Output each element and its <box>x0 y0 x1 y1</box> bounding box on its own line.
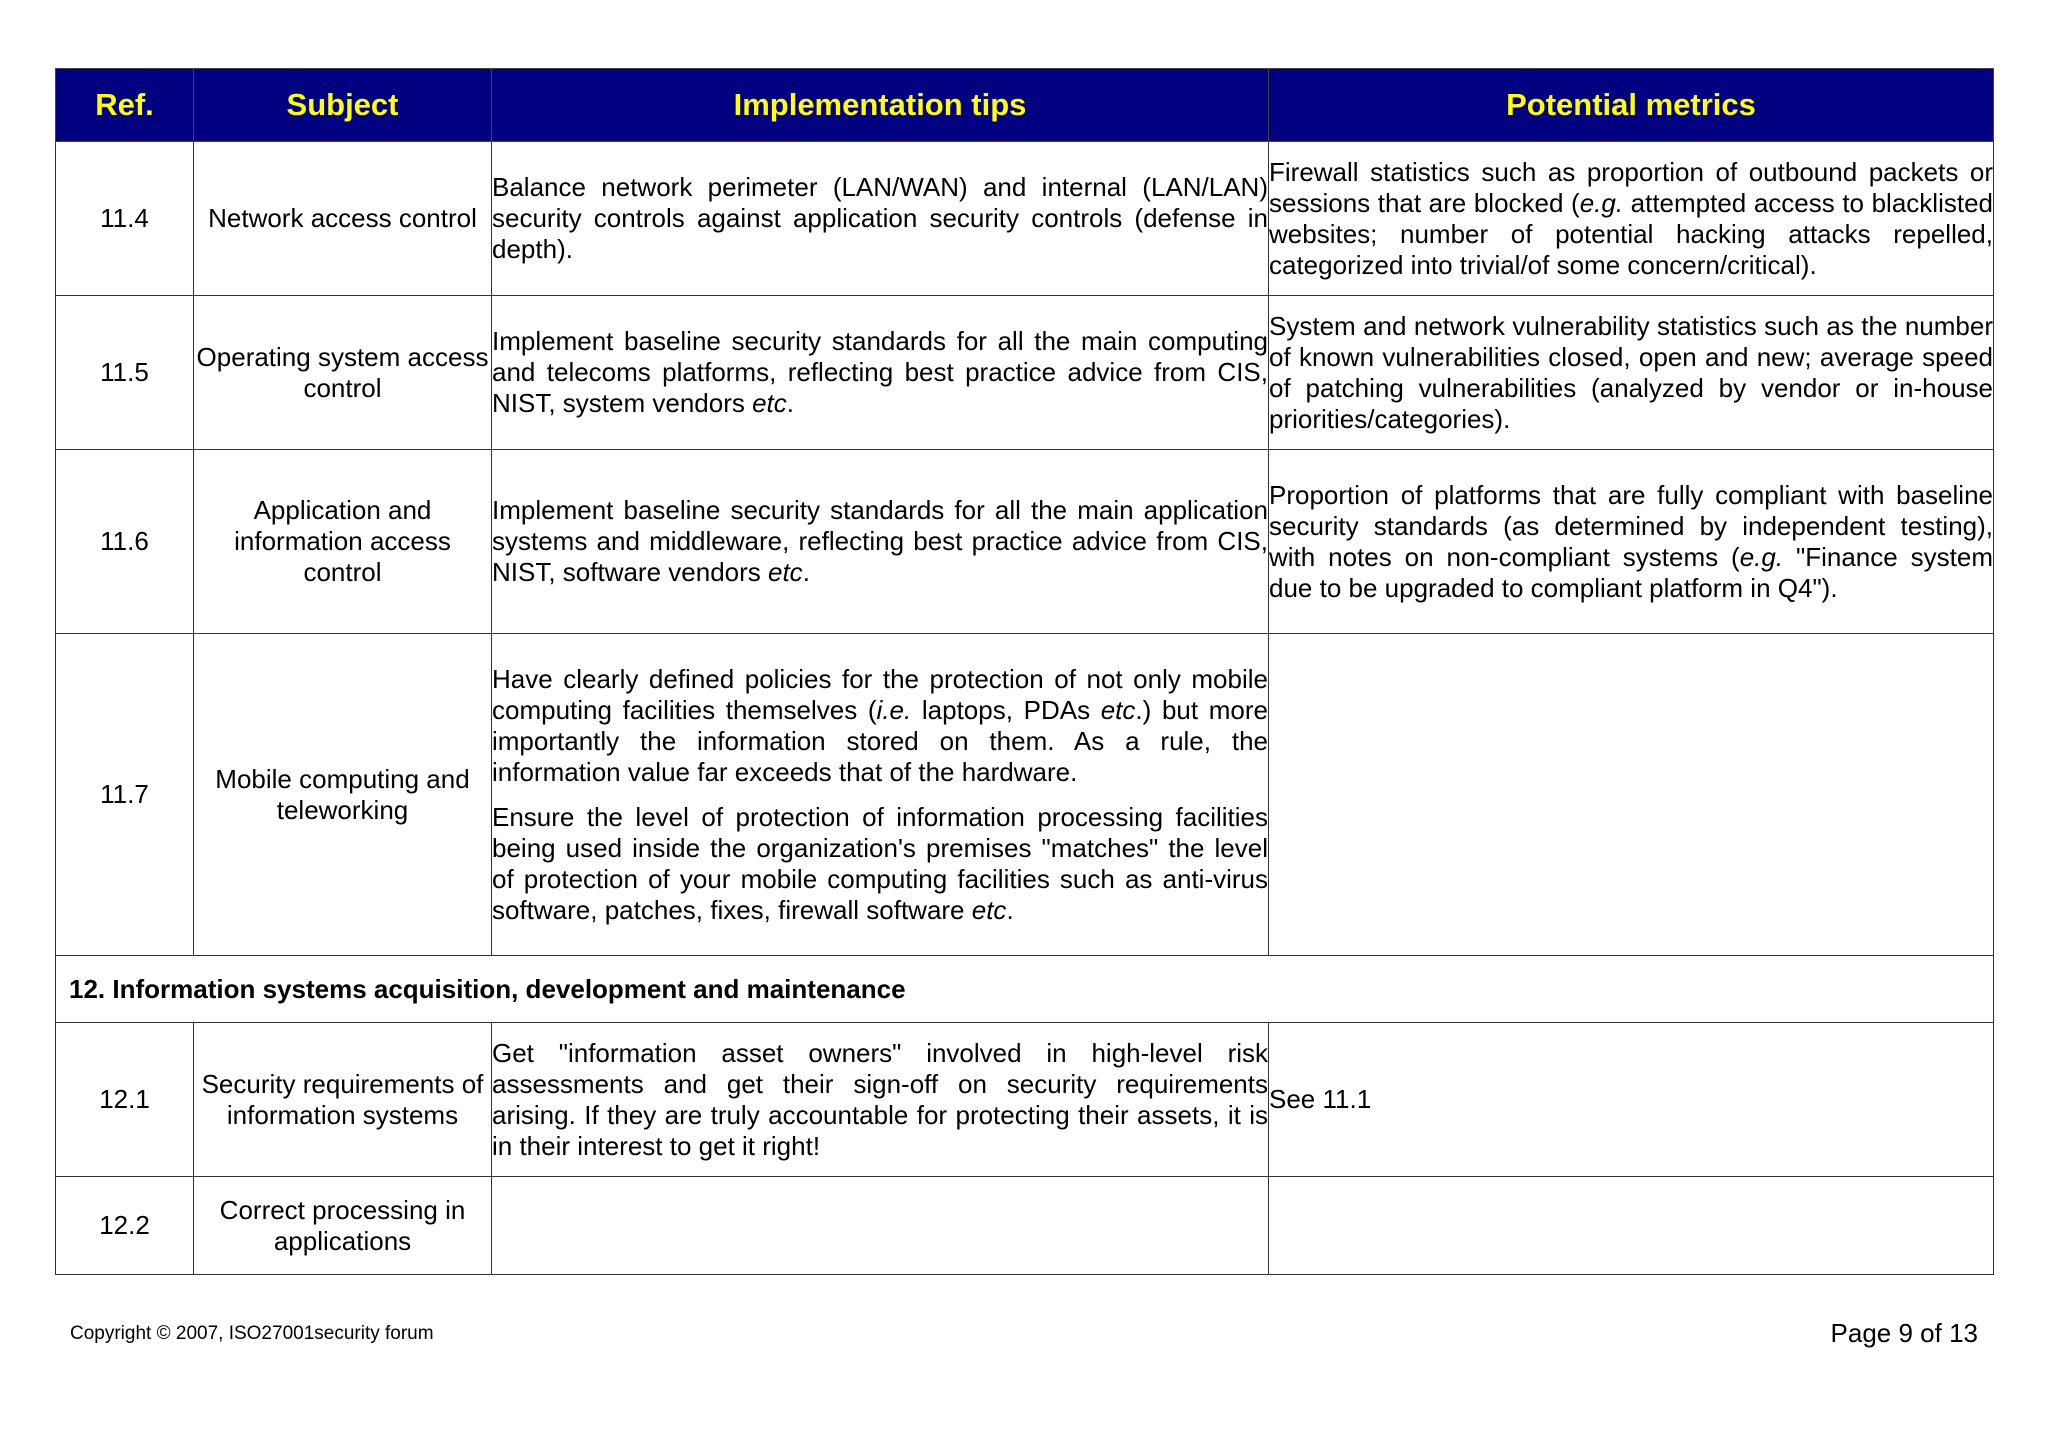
row-ref: 11.5 <box>56 296 194 450</box>
row-ref: 12.1 <box>56 1023 194 1177</box>
row-subject: Application and information access control <box>194 450 492 634</box>
row-subject: Operating system access control <box>194 296 492 450</box>
row-metrics <box>1269 450 1994 634</box>
row-tips <box>492 634 1269 956</box>
footer-page-number: Page 9 of 13 <box>1830 1318 1978 1348</box>
metrics-paragraph: See 11.1 <box>1269 1084 1372 1114</box>
row-subject: Correct processing in applications <box>194 1177 492 1275</box>
tips-paragraph: Implement baseline security standards for all the main application systems and middleware, reflecting best practice advice from CIS, NIST, software vendors etc. <box>492 495 1268 587</box>
header-subject: Subject <box>194 69 492 142</box>
row-ref: 11.4 <box>56 142 194 296</box>
row-ref: 12.2 <box>56 1177 194 1275</box>
tips-paragraph: Balance network perimeter (LAN/WAN) and internal (LAN/LAN) security controls against application security controls (defense in depth). <box>492 172 1268 264</box>
row-tips <box>492 450 1269 634</box>
row-subject: Security requirements of information systems <box>194 1023 492 1177</box>
header-metrics: Potential metrics <box>1269 69 1994 142</box>
metrics-table <box>55 68 1994 1275</box>
row-tips <box>492 142 1269 296</box>
row-subject: Mobile computing and teleworking <box>194 634 492 956</box>
row-metrics <box>1269 142 1994 296</box>
tips-paragraph: Implement baseline security standards for all the main computing and telecoms platforms, reflecting best practice advice from CIS, NIST, system vendors etc. <box>492 326 1268 418</box>
row-metrics <box>1269 296 1994 450</box>
table-header-row <box>56 69 1994 142</box>
tips-paragraph: Get "information asset owners" involved in high-level risk assessments and get their sign-off on security requirements arising. If they are truly accountable for protecting their assets, it is in their interest to get it right! <box>492 1037 1268 1161</box>
row-metrics <box>1269 1177 1994 1275</box>
row-ref: 11.6 <box>56 450 194 634</box>
metrics-paragraph: Proportion of platforms that are fully compliant with baseline security standards (as determined by independent testing), with notes on non-compliant systems (e.g. "Finance system due to be upgraded to compliant platform in Q4"). <box>1269 479 1993 603</box>
row-tips <box>492 296 1269 450</box>
metrics-paragraph: System and network vulnerability statistics such as the number of known vulnerabilities closed, open and new; average speed of patching vulnerabilities (analyzed by vendor or in-house priorities/categories). <box>1269 310 1993 434</box>
footer-copyright: Copyright © 2007, ISO27001security forum <box>70 1323 434 1344</box>
table-row <box>56 1023 1994 1177</box>
header-tips: Implementation tips <box>492 69 1269 142</box>
section-heading: 12. Information systems acquisition, development and maintenance <box>56 956 1994 1023</box>
tips-paragraph: Have clearly defined policies for the protection of not only mobile computing facilities themselves (i.e. laptops, PDAs etc.) but more importantly the information stored on them. As a rule, the information value far exceeds that of the hardware. <box>492 663 1268 787</box>
row-metrics <box>1269 1023 1994 1177</box>
table-row <box>56 296 1994 450</box>
tips-paragraph: Ensure the level of protection of information processing facilities being used inside the organization's premises "matches" the level of protection of your mobile computing facilities such as anti-virus software, patches, fixes, firewall software etc. <box>492 801 1268 925</box>
row-subject: Network access control <box>194 142 492 296</box>
table-row <box>56 1177 1994 1275</box>
table-row <box>56 634 1994 956</box>
table-row <box>56 142 1994 296</box>
row-metrics <box>1269 634 1994 956</box>
metrics-paragraph: Firewall statistics such as proportion of outbound packets or sessions that are blocked (e.g. attempted access to blacklisted websites; number of potential hacking attacks repelled, categorized into trivial/of some concern/critical). <box>1269 156 1993 280</box>
header-ref: Ref. <box>56 69 194 142</box>
row-tips <box>492 1023 1269 1177</box>
row-tips <box>492 1177 1269 1275</box>
section-row <box>56 956 1994 1023</box>
row-ref: 11.7 <box>56 634 194 956</box>
table-row <box>56 450 1994 634</box>
